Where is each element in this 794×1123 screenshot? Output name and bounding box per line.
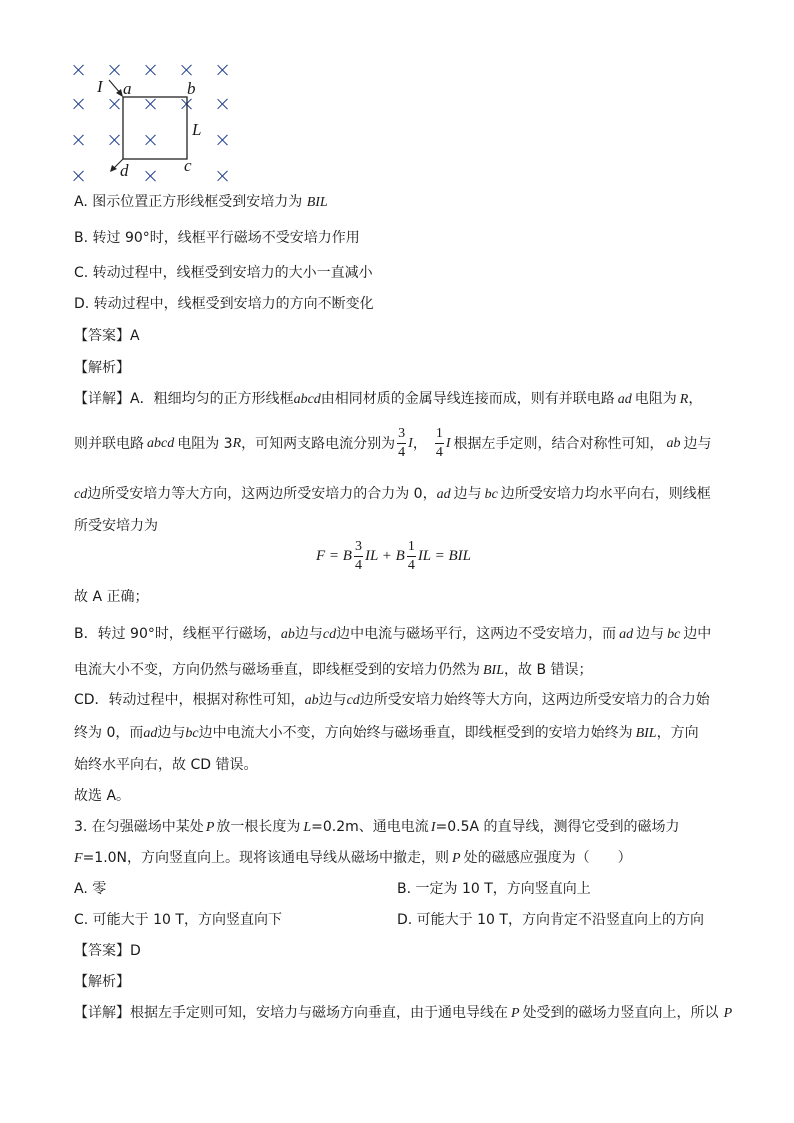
- math-var: bc: [185, 726, 199, 741]
- magnetic-field-figure: [66, 58, 246, 188]
- math-var: BIL: [306, 195, 328, 210]
- q2-detail-line-7: [74, 663, 593, 678]
- text: 【详解】根据左手定则可知，安培力与磁场方向垂直，由于通电导线在: [74, 1005, 508, 1021]
- q2-answer: 【答案】A: [74, 328, 140, 344]
- text: 则并联电路: [74, 435, 144, 452]
- label-corner-b: b: [187, 79, 196, 98]
- text: B．转过 90°时，线框平行磁场，: [74, 626, 281, 642]
- math-var: R: [679, 392, 689, 407]
- q3-option-a: A. 零: [74, 881, 107, 897]
- fraction-one-quarter: [435, 427, 444, 460]
- label-corner-d: d: [120, 161, 129, 180]
- text: =1.0N，方向竖直向上。现将该通电导线从磁场中撤走，则: [82, 850, 450, 866]
- math-var: L: [303, 820, 312, 835]
- text: ，可知两支路电流分别为: [241, 435, 396, 452]
- math-var: BIL: [635, 726, 657, 741]
- force-equation: [316, 540, 471, 573]
- text: 放一根长度为: [216, 819, 301, 835]
- q3-option-d: D. 可能大于 10 T，方向肯定不沿竖直向上的方向: [397, 912, 704, 928]
- q2-detail-line-10: 始终水平向右，故 CD 错误。: [74, 757, 258, 773]
- text: 边中电流大小不变，方向始终与磁场垂直，即线框受到的安培力始终为: [198, 725, 633, 741]
- option-text: A. 图示位置正方形线框受到安培力为: [74, 194, 307, 210]
- q2-detail-line-8: [74, 693, 710, 708]
- label-side-L: L: [192, 120, 202, 139]
- eq-fraction-one-quarter: [407, 540, 416, 573]
- q2-option-b: B. 转过 90°时，线框平行磁场不受安培力作用: [74, 230, 360, 246]
- denominator: 4: [407, 558, 415, 573]
- text: 边与: [294, 626, 323, 642]
- math-var: BIL: [483, 663, 504, 678]
- math-var: P: [452, 851, 461, 866]
- denominator: 4: [435, 445, 443, 460]
- q2-detail-line-2: [74, 427, 711, 460]
- math-var: F: [74, 851, 83, 866]
- text: =0.5A 的直导线，测得它受到的磁场力: [435, 819, 680, 835]
- q2-detail-line-5: 故 A 正确；: [74, 589, 149, 605]
- math-var: I: [445, 435, 451, 451]
- q3-stem-line-1: [74, 820, 680, 835]
- denominator: 4: [398, 445, 406, 460]
- text: 处的磁感应强度为（ ）: [463, 850, 632, 866]
- text: 边中电流与磁场平行，这两边不受安培力，而: [336, 626, 617, 642]
- q2-detail-line-9: [74, 726, 699, 741]
- text: 边所受安培力始终等大方向，这两边所受安培力的合力始: [359, 692, 710, 708]
- math-var: R: [232, 435, 242, 451]
- math-var: ad: [436, 487, 451, 502]
- q2-option-c: C. 转动过程中，线框受到安培力的大小一直减小: [74, 265, 373, 281]
- eq-fraction-three-quarters: [354, 540, 363, 573]
- math-var: P: [723, 1006, 733, 1021]
- math-var: ab: [666, 435, 681, 451]
- label-corner-c: c: [184, 156, 192, 175]
- math-var: abcd: [147, 435, 175, 451]
- math-var: cd: [346, 693, 360, 708]
- square-loop: [66, 58, 246, 188]
- label-current-I: I: [97, 77, 103, 96]
- text: 电流大小不变，方向仍然与磁场垂直，即线框受到的安培力仍然为: [74, 662, 480, 678]
- math-var: I: [430, 820, 436, 835]
- text: 电阻为 3: [177, 435, 233, 452]
- label-corner-a: a: [123, 79, 132, 98]
- text: 终为 0，而: [74, 725, 144, 741]
- math-var: ab: [304, 693, 319, 708]
- q2-option-a: [74, 195, 328, 210]
- q3-option-c: C. 可能大于 10 T，方向竖直向下: [74, 912, 282, 928]
- text: 边与: [453, 486, 482, 502]
- math-var: cd: [74, 487, 88, 502]
- q2-analysis-label: 【解析】: [74, 360, 130, 376]
- q2-detail-line-4: 所受安培力为: [74, 518, 158, 534]
- q3-option-b: B. 一定为 10 T，方向竖直向上: [397, 881, 591, 897]
- text: 边所受安培力等大方向，这两边所受安培力的合力为 0，: [87, 486, 437, 502]
- text: 边与: [318, 692, 347, 708]
- q2-detail-line-11: 故选 A。: [74, 788, 131, 804]
- math-var: P: [511, 1006, 520, 1021]
- text: 边中: [683, 626, 712, 642]
- math-var: abcd: [293, 392, 321, 407]
- math-var: cd: [322, 627, 337, 642]
- eq-part: F = B: [316, 548, 352, 564]
- text: ，: [688, 391, 703, 407]
- numerator: 1: [407, 540, 416, 557]
- text: 边与: [683, 435, 712, 452]
- q3-analysis-label: 【解析】: [74, 974, 130, 990]
- q3-stem-line-2: [74, 851, 632, 866]
- text: 边与: [636, 626, 665, 642]
- q2-detail-line-1: [74, 392, 702, 407]
- text: ，故 B 错误；: [504, 662, 593, 678]
- numerator: 3: [354, 540, 363, 557]
- text: CD．转动过程中，根据对称性可知，: [74, 692, 305, 708]
- text: =0.2m、通电电流: [311, 819, 429, 835]
- numerator: 3: [397, 427, 406, 444]
- fraction-three-quarters: [397, 427, 406, 460]
- eq-part: IL = BIL: [417, 548, 472, 564]
- text: 电阻为: [634, 391, 677, 407]
- eq-part: IL + B: [364, 548, 405, 564]
- math-var: P: [205, 820, 215, 835]
- text: ，: [412, 435, 427, 452]
- math-var: ad: [143, 726, 158, 741]
- text: 3. 在匀强磁场中某处: [74, 819, 204, 835]
- math-var: bc: [667, 627, 681, 642]
- text: ，方向: [656, 725, 699, 741]
- q3-answer: 【答案】D: [74, 943, 141, 959]
- math-var: ab: [280, 627, 295, 642]
- q3-detail-line-1: [74, 1006, 732, 1021]
- q2-detail-line-6: [74, 627, 711, 642]
- q2-option-d: D. 转动过程中，线框受到安培力的方向不断变化: [74, 296, 374, 312]
- q2-detail-line-3: [74, 487, 711, 502]
- text: 【详解】A．粗细均匀的正方形线框: [74, 391, 294, 407]
- text: 根据左手定则，结合对称性可知，: [453, 435, 664, 452]
- math-var: ad: [619, 627, 634, 642]
- numerator: 1: [435, 427, 444, 444]
- math-var: ad: [617, 392, 632, 407]
- text: 处受到的磁场力竖直向上，所以: [522, 1005, 719, 1021]
- text: 由相同材质的金属导线连接而成，则有并联电路: [320, 391, 615, 407]
- denominator: 4: [354, 558, 362, 573]
- math-var: bc: [484, 487, 498, 502]
- math-var: I: [408, 435, 413, 451]
- text: 边所受安培力均水平向右，则线框: [500, 486, 711, 502]
- text: 边与: [157, 725, 186, 741]
